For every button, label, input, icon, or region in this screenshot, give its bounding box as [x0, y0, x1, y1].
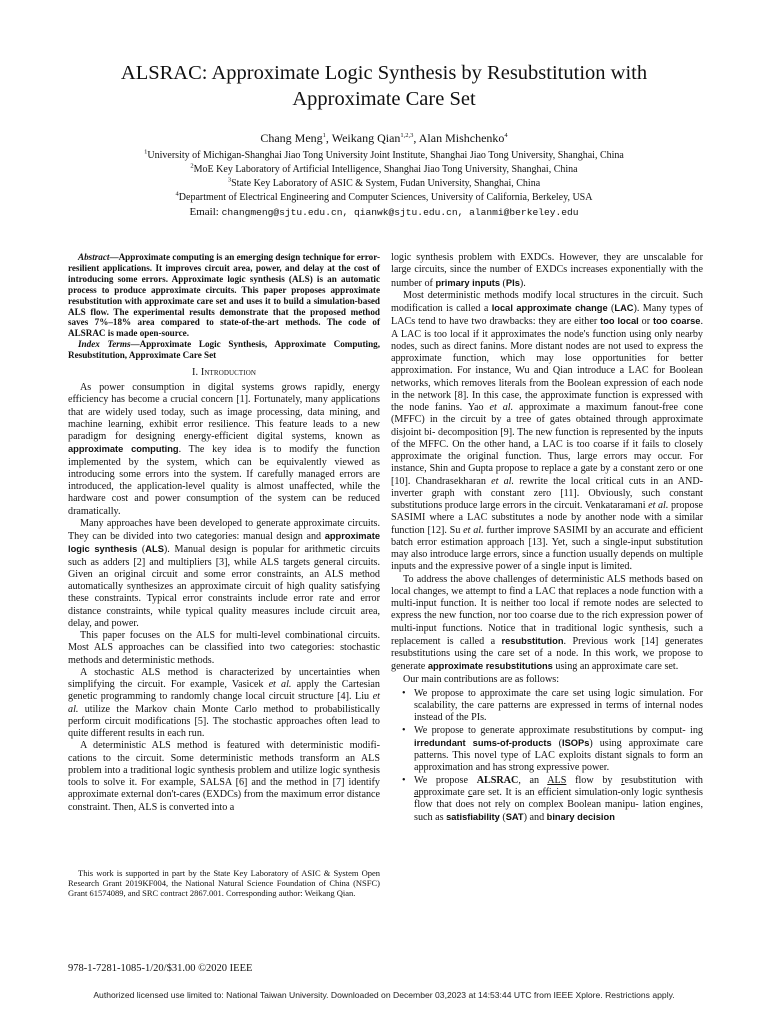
contribution-list — [391, 688, 703, 825]
author-name: Weikang Qian — [331, 131, 401, 145]
section-title: Introduction — [200, 367, 257, 379]
author-name: Chang Meng — [260, 131, 323, 145]
term-highlight: too local — [600, 316, 639, 327]
intro-paragraph-5: A deterministic ALS method is featured with deterministic modifi- cations to the circuit. Some deterministic methods transform an ALS problem into a traditional logic synthesis problem and utilize logic synthesis tools to solve it. For example, SALSA [6] and the method in [7] identify approximate external don't-cares (EXDCs) from the maximum error distance constraint. Then, ALS is converted into a — [68, 740, 380, 813]
right-column — [391, 252, 703, 825]
affiliation-mark: 1 — [144, 148, 148, 156]
intro-paragraph-1: As power consumption in digital systems grows rapidly, energy efficiency has become a crucial concern [1]. Fortunately, many applications that are widely used today, such as image processing, data mining, and machine learning, exhibit error resilience. This feature leads to a new paradigm for designing energy-efficient digital systems, known as approximate computing. The key idea is to modify the function implemented by the system, which can be equivalently viewed as introducing some errors into the system. If carefully managed errors are introduced, the application-level quality is almost unaffected, while the hardware cost and power consumption of the system can be reduced dramatically. — [68, 382, 380, 517]
section-number: I. — [191, 367, 199, 379]
index-terms — [68, 339, 380, 361]
title-line-1: ALSRAC: Approximate Logic Synthesis by Resubstitution with — [120, 62, 648, 84]
term-highlight: resubstitution — [501, 635, 564, 646]
affiliation-line — [40, 163, 728, 177]
left-column — [68, 252, 380, 814]
author-list: Chang Meng$^1$, Weikang Qian$^{1,2,3}$, Alan Mishchenko$^4$ — [260, 131, 508, 145]
term-highlight: satisfiability — [446, 812, 500, 823]
affiliation-text: State Key Laboratory of ASIC & System, Fudan University, Shanghai, China — [231, 178, 541, 189]
affiliation-line — [40, 149, 728, 163]
index-terms-label: Index Terms — [78, 339, 131, 350]
term-highlight: binary decision — [546, 812, 615, 823]
term-highlight: local approximate change — [491, 303, 608, 313]
bullet-icon: • — [402, 774, 406, 786]
paper-title — [50, 60, 718, 112]
abstract-text: —Approximate computing is an emerging design technique for error-resilient applications. It improves circuit area, power, and delay at the cost of introducing some errors. Approximate logic synthesis (ALS) is an automatic process to produce approximate circuits. This paper proposes approximate resubstitution with approximate care set and uses it to build a simulation-based ALS flow. The experimental results demonstrate that the proposed method saves 7%–18% area compared to state-of-the-art methods. The code of ALSRAC is made open-source. — [68, 252, 380, 339]
license-banner: Authorized licensed use limited to: National Taiwan University. Downloaded on December 03,2023 at 14:53:44 UTC from IEEE Xplore. Restrictions apply. — [93, 990, 675, 1000]
list-item: • We propose ALSRAC, an ALS flow by resubstitution with approximate care set. It is an efficient simulation-only logic synthesis flow that does not rely on complex Boolean manipu- lation engines, such as satisfiability (SAT) and binary decision — [402, 774, 703, 824]
affiliation-mark: 4 — [175, 190, 179, 198]
intro-paragraph-4: A stochastic ALS method is characterized by uncertainties when simplifying the circuit. For example, Vasicek et al. apply the Cartesian genetic programming to randomly change local circuit structure [4]. Liu et al. utilize the Markov chain Monte Carlo method to probabilistically perform circuit modifications [5]. The stochastic approaches often lead to quite different results in each run. — [68, 666, 380, 740]
email-line — [40, 205, 728, 220]
affiliation-text: University of Michigan-Shanghai Jiao Tong University Joint Institute, Shanghai Jiao Tong University, Shanghai, China — [147, 150, 624, 161]
term-highlight: approximate logic synthesis — [68, 531, 380, 555]
affiliation-text: Department of Electrical Engineering and Computer Sciences, University of California, Berkeley, USA — [178, 192, 593, 203]
footnote: This work is supported in part by the State Key Laboratory of ASIC & System Open Research Grant 2019KF004, the National Natural Science Foundation of China (NSFC) Grant 61574089, and SRC contract 2867.001. Corresponding author: Weikang Qian. — [68, 868, 380, 899]
author-name: Alan Mishchenko — [418, 131, 505, 145]
affiliation-line — [40, 177, 728, 191]
abstract — [68, 252, 380, 339]
affiliation-line — [40, 191, 728, 205]
right-paragraph-1: logic synthesis problem with EXDCs. However, they are unscalable for large circuits, since the number of EXDCs increases exponentially with the number of primary inputs (PIs). — [391, 252, 703, 289]
index-terms-text: —Approximate Logic Synthesis, Approximate Computing, Resubstitution, Approximate Care Set — [68, 339, 380, 361]
term-highlight: too coarse — [653, 316, 701, 327]
bullet-icon: • — [402, 687, 406, 699]
right-paragraph-4: Our main contributions are as follows: — [403, 673, 560, 685]
term-highlight: SAT — [505, 812, 524, 823]
list-item: • We propose to approximate the care set using logic simulation. For scalability, the care patterns are expressed in terms of internal nodes instead of the PIs. — [402, 687, 703, 724]
author-affiliation-mark: 4 — [504, 132, 508, 139]
term-highlight: ISOPs — [562, 737, 590, 748]
term-highlight: primary inputs — [435, 277, 501, 288]
email-addresses[interactable]: changmeng@sjtu.edu.cn, qianwk@sjtu.edu.cn, alanmi@berkeley.edu — [221, 207, 579, 218]
section-heading-introduction — [68, 367, 380, 378]
affiliation-text: MoE Key Laboratory of Artificial Intelligence, Shanghai Jiao Tong University, Shanghai, China — [193, 164, 578, 175]
term-highlight: ALS — [145, 544, 164, 555]
affiliations — [40, 149, 728, 220]
copyright-line: 978-1-7281-1085-1/20/$31.00 ©2020 IEEE — [68, 963, 253, 974]
term-highlight: approximate resubstitutions — [427, 661, 553, 672]
term-highlight: PIs — [505, 277, 520, 288]
affiliation-mark: 3 — [227, 176, 232, 184]
right-paragraph-3: To address the above challenges of deterministic ALS methods based on local changes, we attempt to find a LAC that replaces a node function with a multi-input function. It is neither too local if remote nodes are selected to express the new function, nor too coarse due to the rich expression power of multi-input functions. Notice that in traditional logic synthesis, such a replacement is called a resubstitution. Previous work [14] generates resubstitutions using the care set of a node. In this work, we propose to generate approximate resubstitutions using an approximate care set. — [391, 573, 703, 673]
author-affiliation-mark: 1 — [322, 132, 326, 139]
list-item: • We propose to generate approximate resubstitutions by comput- ing irredundant sums-of-products (ISOPs) using approximate care patterns. This novel type of LAC exploits distant signals to form an approximation and has strong expressive power. — [402, 724, 703, 774]
email-label: Email: — [189, 206, 219, 218]
intro-paragraph-2: Many approaches have been developed to generate approximate circuits. They can be divided into two categories: manual design and approximate logic synthesis (ALS). Manual design is popular for arithmetic circuits such as adders [2] and multipliers [3], while ALS targets general circuits. Given an original circuit and some error constraints, an ALS method automatically synthesizes an approximate circuit of high quality satisfying these constraints. Typical error constraints include error rate and error distance constraints, while typical quality measures include circuit area, delay, and power. — [68, 517, 380, 629]
right-paragraph-2: Most deterministic methods modify local structures in the circuit. Such modification is called a local approximate change (LAC). Many types of LACs tend to have two drawbacks: they are either too local or too coarse. A LAC is too local if it approximates the node's function using only nearby nodes, such as direct fanins. More distant nodes are not used to express the approximate function, which may lose opportunities for better approximation. For instance, Wu and Qian introduce a LAC for Boolean networks, which removes literals from the Boolean expression of each node in the network [8]. In this case, the approximate function is expressed with the node fanins. Yao et al. approximate a maximum fanout-free cone (MFFC) in the circuit by a tree of gates obtained through approximate disjoint bi- decomposition [9]. The new function is represented by the inputs of the MFFC. On the other hand, a LAC is too coarse if it fails to closely approximate the original function. Thus, large errors may occur. For instance, Shin and Gupta propose to replace a gate by a constant zero or one [10]. Chandrasekharan et al. rewrite the local critical cuts in an AND-inverter graph with constant zero [11]. Obviously, such constant substitutions produce large errors in the circuit. Venkataramani et al. propose SASIMI where a LAC substitutes a node by another node with a similar function [12]. Su et al. further improve SASIMI by an accurate and efficient batch error estimation approach [13]. Yet, such a single-input substitution may also introduce large errors, since a function usually depends on multiple inputs and the expressive power of a single input is limited. — [391, 289, 704, 573]
term-highlight: LAC — [614, 303, 634, 313]
abstract-label: Abstract — [78, 252, 110, 262]
author-affiliation-mark: 1,2,3 — [400, 132, 414, 139]
affiliation-mark: 2 — [190, 162, 194, 170]
title-line-2: Approximate Care Set — [292, 88, 476, 110]
term-highlight: irredundant sums-of-products — [414, 737, 552, 748]
term-highlight: approximate computing — [68, 444, 179, 455]
intro-paragraph-3: This paper focuses on the ALS for multi-level combinational circuits. Most ALS approaches can be classified into two categories: stochastic methods and deterministic methods. — [68, 630, 380, 666]
bullet-icon: • — [402, 724, 406, 736]
